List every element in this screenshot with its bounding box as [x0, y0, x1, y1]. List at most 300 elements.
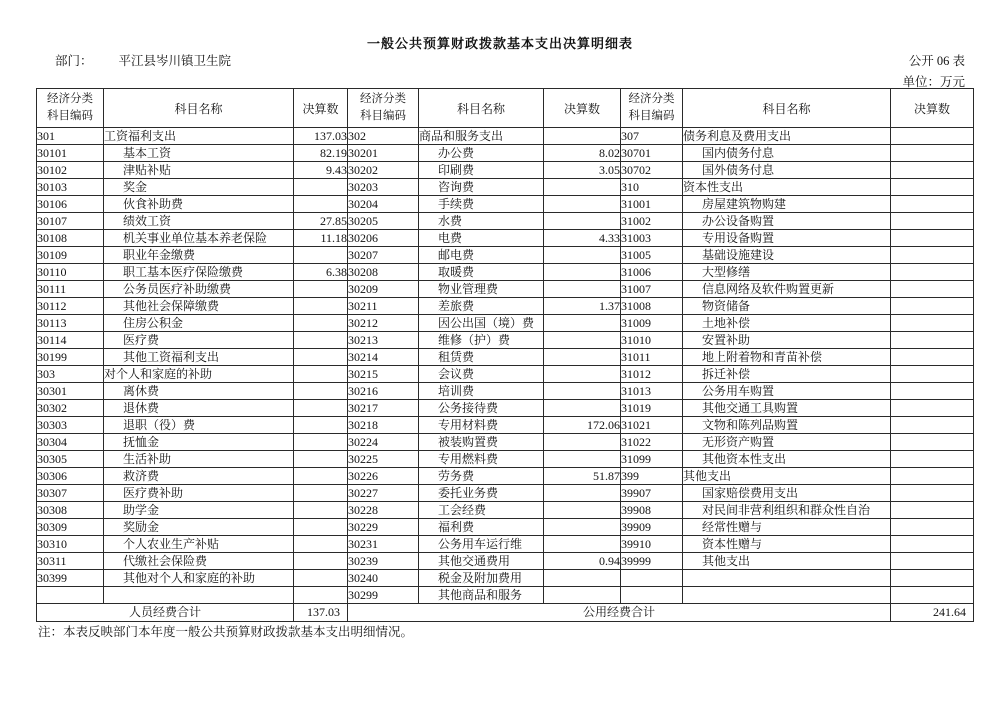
subject-name-cell: 维修（护）费 [419, 332, 544, 349]
personnel-total-value: 137.03 [294, 604, 348, 622]
subject-name-cell: 物资储备 [683, 298, 891, 315]
sheet-number-label: 公开 06 表 [908, 54, 965, 68]
subject-name-cell: 生活补助 [104, 451, 294, 468]
subject-name-cell: 资本性支出 [683, 179, 891, 196]
subject-code-cell: 30240 [348, 570, 419, 587]
subject-code-cell: 30102 [37, 162, 104, 179]
subject-name-cell: 工资福利支出 [104, 128, 294, 145]
subject-name-cell: 印刷费 [419, 162, 544, 179]
subject-code-cell: 301 [37, 128, 104, 145]
final-amount-cell: 0.94 [544, 553, 621, 570]
subject-name-cell: 个人农业生产补贴 [104, 536, 294, 553]
subject-name-cell: 房屋建筑物购建 [683, 196, 891, 213]
subject-code-cell: 30207 [348, 247, 419, 264]
final-amount-cell [544, 179, 621, 196]
department-value: 平江县岑川镇卫生院 [118, 54, 232, 68]
personnel-total-label: 人员经费合计 [37, 604, 294, 622]
final-amount-cell [294, 570, 348, 587]
final-amount-cell: 137.03 [294, 128, 348, 145]
subject-code-cell: 30307 [37, 485, 104, 502]
subject-code-cell: 30218 [348, 417, 419, 434]
subject-name-cell: 机关事业单位基本养老保险 [104, 230, 294, 247]
subject-code-cell: 31001 [621, 196, 683, 213]
subject-name-cell: 会议费 [419, 366, 544, 383]
table-row [37, 332, 974, 349]
subject-code-cell: 30224 [348, 434, 419, 451]
subject-name-cell: 办公设备购置 [683, 213, 891, 230]
subject-code-cell: 30702 [621, 162, 683, 179]
subject-code-cell [621, 587, 683, 604]
subject-name-cell: 退休费 [104, 400, 294, 417]
final-amount-cell: 82.19 [294, 145, 348, 162]
final-amount-cell [891, 230, 974, 247]
final-amount-cell [891, 145, 974, 162]
subject-code-cell: 30114 [37, 332, 104, 349]
subject-name-cell: 其他商品和服务 [419, 587, 544, 604]
public-total-value: 241.64 [891, 604, 974, 622]
subject-name-cell: 医疗费补助 [104, 485, 294, 502]
subject-code-cell: 39999 [621, 553, 683, 570]
final-amount-cell [891, 213, 974, 230]
final-amount-cell [891, 162, 974, 179]
subject-code-cell: 31022 [621, 434, 683, 451]
subject-name-cell: 培训费 [419, 383, 544, 400]
subject-name-cell: 对个人和家庭的补助 [104, 366, 294, 383]
subject-name-cell [683, 570, 891, 587]
subject-code-cell: 30305 [37, 451, 104, 468]
final-amount-cell [544, 349, 621, 366]
final-amount-cell [294, 587, 348, 604]
subject-code-cell: 30203 [348, 179, 419, 196]
subject-name-cell: 信息网络及软件购置更新 [683, 281, 891, 298]
final-amount-cell [891, 587, 974, 604]
header-row [37, 89, 974, 128]
subject-name-cell: 国外债务付息 [683, 162, 891, 179]
subject-code-cell: 30111 [37, 281, 104, 298]
subject-code-cell: 31003 [621, 230, 683, 247]
final-amount-cell [294, 383, 348, 400]
subject-name-cell: 离休费 [104, 383, 294, 400]
department-label: 部门： [55, 54, 93, 68]
subject-name-cell [104, 587, 294, 604]
subject-code-cell: 30108 [37, 230, 104, 247]
subject-code-cell: 39910 [621, 536, 683, 553]
subject-name-cell: 退职（役）费 [104, 417, 294, 434]
table-row [37, 281, 974, 298]
subject-name-cell: 对民间非营利组织和群众性自治 [683, 502, 891, 519]
subject-name-cell: 土地补偿 [683, 315, 891, 332]
final-amount-cell [294, 553, 348, 570]
subject-code-cell: 30228 [348, 502, 419, 519]
subject-code-cell: 30109 [37, 247, 104, 264]
subject-code-cell: 30205 [348, 213, 419, 230]
subject-name-cell: 其他交通费用 [419, 553, 544, 570]
subject-name-cell: 基本工资 [104, 145, 294, 162]
final-amount-cell [544, 213, 621, 230]
subject-name-cell: 经常性赠与 [683, 519, 891, 536]
final-amount-cell [891, 179, 974, 196]
final-amount-cell [294, 434, 348, 451]
table-row [37, 383, 974, 400]
subject-name-cell: 其他支出 [683, 553, 891, 570]
subject-name-cell: 伙食补助费 [104, 196, 294, 213]
subject-name-cell: 公务员医疗补助缴费 [104, 281, 294, 298]
subject-code-cell: 31007 [621, 281, 683, 298]
subject-name-cell: 手续费 [419, 196, 544, 213]
table-row [37, 230, 974, 247]
subject-code-cell: 30202 [348, 162, 419, 179]
subject-name-cell: 医疗费 [104, 332, 294, 349]
final-amount-cell [891, 196, 974, 213]
table-note: 注：本表反映部门本年度一般公共预算财政拨款基本支出明细情况。 [38, 625, 414, 639]
subject-code-cell: 30208 [348, 264, 419, 281]
subject-code-cell: 30212 [348, 315, 419, 332]
subject-code-cell: 30214 [348, 349, 419, 366]
final-amount-cell [544, 196, 621, 213]
final-amount-cell [891, 468, 974, 485]
subject-name-cell: 公务用车运行维 [419, 536, 544, 553]
subject-code-cell: 39909 [621, 519, 683, 536]
final-amount-cell [891, 298, 974, 315]
table-row [37, 553, 974, 570]
final-amount-cell [544, 434, 621, 451]
subject-name-cell: 债务利息及费用支出 [683, 128, 891, 145]
subject-name-cell: 办公费 [419, 145, 544, 162]
final-amount-cell [294, 332, 348, 349]
department-line [55, 51, 231, 69]
final-amount-cell [294, 485, 348, 502]
subject-name-cell: 其他工资福利支出 [104, 349, 294, 366]
subject-code-cell: 302 [348, 128, 419, 145]
final-amount-cell: 8.02 [544, 145, 621, 162]
final-amount-cell [544, 485, 621, 502]
table-row [37, 468, 974, 485]
final-amount-cell [891, 349, 974, 366]
table-row [37, 264, 974, 281]
final-amount-cell [544, 247, 621, 264]
subject-code-cell: 31009 [621, 315, 683, 332]
subject-code-cell: 30304 [37, 434, 104, 451]
table-row [37, 298, 974, 315]
header-name-col3: 科目名称 [683, 89, 891, 128]
header-name-col1: 科目名称 [104, 89, 294, 128]
final-amount-cell [891, 264, 974, 281]
subject-code-cell: 30211 [348, 298, 419, 315]
subject-code-cell: 30225 [348, 451, 419, 468]
final-amount-cell [294, 247, 348, 264]
subject-name-cell: 邮电费 [419, 247, 544, 264]
final-amount-cell [544, 383, 621, 400]
subject-code-cell: 31012 [621, 366, 683, 383]
subject-code-cell: 30215 [348, 366, 419, 383]
table-row [37, 349, 974, 366]
subject-code-cell: 30216 [348, 383, 419, 400]
subject-code-cell: 31019 [621, 400, 683, 417]
table-row [37, 145, 974, 162]
subject-code-cell: 30309 [37, 519, 104, 536]
subject-code-cell: 31021 [621, 417, 683, 434]
table-row [37, 434, 974, 451]
subject-name-cell: 救济费 [104, 468, 294, 485]
final-amount-cell [544, 519, 621, 536]
subject-code-cell [621, 570, 683, 587]
public-total-label: 公用经费合计 [348, 604, 891, 622]
table-row [37, 451, 974, 468]
subject-code-cell: 30231 [348, 536, 419, 553]
subject-name-cell: 国内债务付息 [683, 145, 891, 162]
subject-name-cell: 地上附着物和青苗补偿 [683, 349, 891, 366]
final-amount-cell [891, 519, 974, 536]
subject-code-cell: 30311 [37, 553, 104, 570]
subject-code-cell: 31013 [621, 383, 683, 400]
final-amount-cell: 172.06 [544, 417, 621, 434]
final-amount-cell: 27.85 [294, 213, 348, 230]
subject-name-cell: 无形资产购置 [683, 434, 891, 451]
subject-code-cell: 39908 [621, 502, 683, 519]
table-row [37, 519, 974, 536]
subject-name-cell: 奖金 [104, 179, 294, 196]
table-header [37, 89, 974, 128]
subject-name-cell: 委托业务费 [419, 485, 544, 502]
subject-name-cell: 助学金 [104, 502, 294, 519]
final-amount-cell [544, 128, 621, 145]
subject-code-cell: 30110 [37, 264, 104, 281]
subject-code-cell: 30239 [348, 553, 419, 570]
subject-name-cell: 代缴社会保险费 [104, 553, 294, 570]
final-amount-cell [544, 264, 621, 281]
table-row [37, 536, 974, 553]
final-amount-cell [294, 519, 348, 536]
subject-code-cell: 30204 [348, 196, 419, 213]
subject-name-cell: 物业管理费 [419, 281, 544, 298]
final-amount-cell [891, 434, 974, 451]
final-amount-cell: 1.37 [544, 298, 621, 315]
table-row [37, 400, 974, 417]
subject-name-cell: 住房公积金 [104, 315, 294, 332]
table-row [37, 485, 974, 502]
subject-code-cell: 303 [37, 366, 104, 383]
final-amount-cell [544, 502, 621, 519]
final-amount-cell [891, 366, 974, 383]
expenditure-detail-table [36, 88, 974, 622]
subject-name-cell: 水费 [419, 213, 544, 230]
final-amount-cell [294, 366, 348, 383]
final-amount-cell [891, 128, 974, 145]
final-amount-cell [294, 281, 348, 298]
final-amount-cell: 51.87 [544, 468, 621, 485]
subject-name-cell: 差旅费 [419, 298, 544, 315]
subject-code-cell: 30206 [348, 230, 419, 247]
subject-name-cell: 基础设施建设 [683, 247, 891, 264]
table-row [37, 417, 974, 434]
final-amount-cell [544, 570, 621, 587]
final-amount-cell [294, 400, 348, 417]
subject-code-cell: 30299 [348, 587, 419, 604]
final-amount-cell [294, 451, 348, 468]
totals-row [37, 604, 974, 622]
final-amount-cell [294, 298, 348, 315]
final-amount-cell [891, 332, 974, 349]
subject-name-cell: 拆迁补偿 [683, 366, 891, 383]
subject-code-cell: 31099 [621, 451, 683, 468]
subject-code-cell: 31002 [621, 213, 683, 230]
subject-name-cell: 咨询费 [419, 179, 544, 196]
table-row [37, 315, 974, 332]
subject-name-cell: 职工基本医疗保险缴费 [104, 264, 294, 281]
subject-code-cell: 30229 [348, 519, 419, 536]
final-amount-cell [294, 502, 348, 519]
final-amount-cell [891, 281, 974, 298]
subject-name-cell: 国家赔偿费用支出 [683, 485, 891, 502]
subject-code-cell: 30303 [37, 417, 104, 434]
final-amount-cell [544, 400, 621, 417]
subject-code-cell: 30217 [348, 400, 419, 417]
final-amount-cell [891, 502, 974, 519]
subject-name-cell [683, 587, 891, 604]
final-amount-cell [294, 349, 348, 366]
subject-name-cell: 其他社会保障缴费 [104, 298, 294, 315]
final-amount-cell [544, 366, 621, 383]
final-amount-cell: 4.33 [544, 230, 621, 247]
subject-name-cell: 大型修缮 [683, 264, 891, 281]
subject-name-cell: 其他交通工具购置 [683, 400, 891, 417]
subject-name-cell: 其他支出 [683, 468, 891, 485]
subject-code-cell: 30701 [621, 145, 683, 162]
header-value-col3: 决算数 [891, 89, 974, 128]
final-amount-cell [294, 179, 348, 196]
subject-name-cell: 抚恤金 [104, 434, 294, 451]
subject-code-cell: 30226 [348, 468, 419, 485]
subject-name-cell: 文物和陈列品购置 [683, 417, 891, 434]
subject-code-cell: 30308 [37, 502, 104, 519]
subject-name-cell: 专用材料费 [419, 417, 544, 434]
table-row [37, 502, 974, 519]
final-amount-cell [891, 536, 974, 553]
subject-code-cell: 30301 [37, 383, 104, 400]
subject-name-cell: 津贴补贴 [104, 162, 294, 179]
final-amount-cell: 11.18 [294, 230, 348, 247]
subject-name-cell: 公务接待费 [419, 400, 544, 417]
subject-code-cell: 31005 [621, 247, 683, 264]
table-row [37, 570, 974, 587]
subject-name-cell: 专用燃料费 [419, 451, 544, 468]
subject-name-cell: 绩效工资 [104, 213, 294, 230]
subject-name-cell: 商品和服务支出 [419, 128, 544, 145]
subject-name-cell: 其他对个人和家庭的补助 [104, 570, 294, 587]
subject-code-cell: 30106 [37, 196, 104, 213]
subject-code-cell: 30107 [37, 213, 104, 230]
subject-code-cell: 30306 [37, 468, 104, 485]
table-footer [37, 604, 974, 622]
subject-code-cell: 30213 [348, 332, 419, 349]
subject-name-cell: 劳务费 [419, 468, 544, 485]
subject-code-cell: 30201 [348, 145, 419, 162]
final-amount-cell [891, 247, 974, 264]
header-code-col2: 经济分类 科目编码 [348, 89, 419, 128]
unit-label: 单位：万元 [902, 75, 965, 89]
subject-name-cell: 职业年金缴费 [104, 247, 294, 264]
final-amount-cell [544, 587, 621, 604]
final-amount-cell [544, 536, 621, 553]
subject-code-cell: 31011 [621, 349, 683, 366]
final-amount-cell [294, 536, 348, 553]
final-amount-cell [891, 451, 974, 468]
table-row [37, 196, 974, 213]
final-amount-cell: 9.43 [294, 162, 348, 179]
subject-code-cell: 30399 [37, 570, 104, 587]
subject-name-cell: 税金及附加费用 [419, 570, 544, 587]
subject-name-cell: 公务用车购置 [683, 383, 891, 400]
subject-code-cell [37, 587, 104, 604]
final-amount-cell [544, 281, 621, 298]
subject-code-cell: 30209 [348, 281, 419, 298]
header-value-col2: 决算数 [544, 89, 621, 128]
final-amount-cell [891, 315, 974, 332]
final-amount-cell [294, 315, 348, 332]
final-amount-cell [891, 570, 974, 587]
table-row [37, 179, 974, 196]
subject-name-cell: 资本性赠与 [683, 536, 891, 553]
subject-name-cell: 其他资本性支出 [683, 451, 891, 468]
subject-name-cell: 被装购置费 [419, 434, 544, 451]
subject-name-cell: 安置补助 [683, 332, 891, 349]
final-amount-cell [294, 468, 348, 485]
final-amount-cell [891, 383, 974, 400]
header-code-col1: 经济分类 科目编码 [37, 89, 104, 128]
final-amount-cell [294, 417, 348, 434]
subject-name-cell: 工会经费 [419, 502, 544, 519]
table-body [37, 128, 974, 604]
final-amount-cell [891, 400, 974, 417]
final-amount-cell [891, 417, 974, 434]
subject-code-cell: 30310 [37, 536, 104, 553]
subject-code-cell: 39907 [621, 485, 683, 502]
subject-code-cell: 399 [621, 468, 683, 485]
subject-code-cell: 30302 [37, 400, 104, 417]
subject-code-cell: 31008 [621, 298, 683, 315]
subject-name-cell: 取暖费 [419, 264, 544, 281]
table-row [37, 213, 974, 230]
final-amount-cell [294, 196, 348, 213]
table-row [37, 247, 974, 264]
subject-code-cell: 31010 [621, 332, 683, 349]
final-amount-cell [891, 553, 974, 570]
final-amount-cell: 6.38 [294, 264, 348, 281]
subject-name-cell: 福利费 [419, 519, 544, 536]
final-amount-cell [544, 315, 621, 332]
final-amount-cell [544, 451, 621, 468]
subject-code-cell: 307 [621, 128, 683, 145]
table-row [37, 162, 974, 179]
subject-name-cell: 因公出国（境）费 [419, 315, 544, 332]
table-row [37, 587, 974, 604]
subject-name-cell: 租赁费 [419, 349, 544, 366]
subject-code-cell: 30113 [37, 315, 104, 332]
header-name-col2: 科目名称 [419, 89, 544, 128]
final-amount-cell: 3.05 [544, 162, 621, 179]
header-value-col1: 决算数 [294, 89, 348, 128]
header-code-col3: 经济分类 科目编码 [621, 89, 683, 128]
subject-code-cell: 30199 [37, 349, 104, 366]
subject-name-cell: 电费 [419, 230, 544, 247]
subject-code-cell: 30227 [348, 485, 419, 502]
final-amount-cell [544, 332, 621, 349]
subject-code-cell: 30112 [37, 298, 104, 315]
subject-name-cell: 奖励金 [104, 519, 294, 536]
table-row [37, 128, 974, 145]
table-row [37, 366, 974, 383]
final-amount-cell [891, 485, 974, 502]
